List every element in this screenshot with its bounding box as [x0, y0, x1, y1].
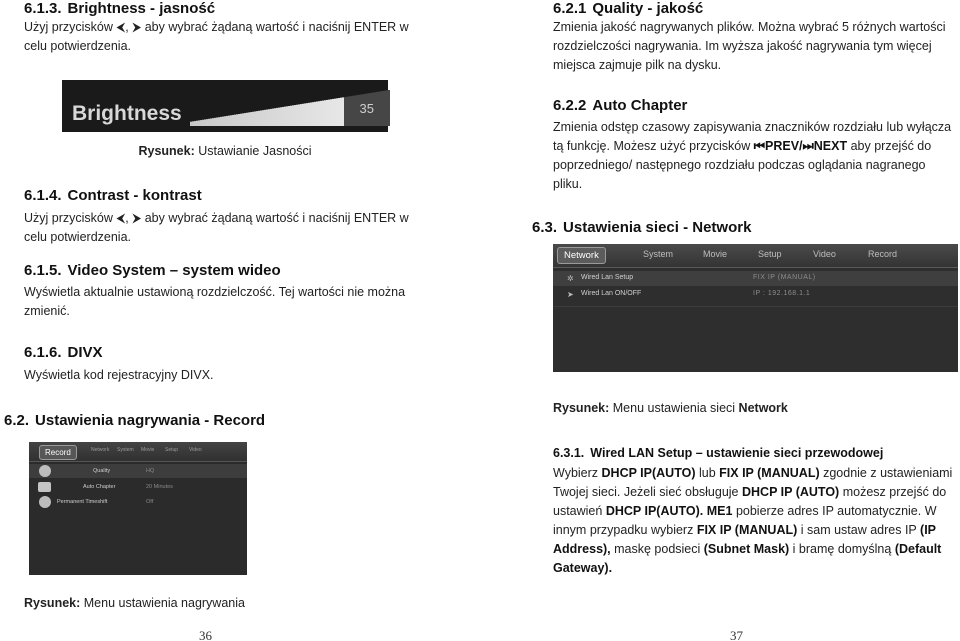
row-key: Quality — [93, 468, 111, 474]
chapter-icon — [38, 482, 51, 492]
brightness-caption — [62, 143, 388, 159]
brightness-ramp-segment — [268, 109, 270, 126]
body-text: i sam ustaw adres IP — [797, 523, 921, 537]
brightness-ramp-segment — [386, 90, 388, 126]
brightness-ramp-segment — [222, 117, 224, 126]
brightness-ramp-segment — [238, 114, 240, 126]
brightness-ramp-segment — [288, 106, 290, 126]
brightness-ramp-segment — [260, 110, 262, 126]
arrow-icon: ➤ — [567, 290, 574, 299]
brightness-ramp-segment — [354, 95, 356, 126]
heading-text: Video System – system wideo — [67, 262, 281, 279]
caption-label: Rysunek: — [553, 401, 610, 415]
section-heading-contrast — [24, 187, 424, 205]
record-menu-screenshot — [29, 442, 247, 575]
brightness-ramp-segment — [202, 120, 204, 126]
brightness-ramp-segment — [300, 104, 302, 126]
heading-number: 6.3.1. — [553, 446, 585, 460]
heading-number: 6.2. — [4, 412, 30, 429]
body-text: możesz przejść do ustawień — [553, 485, 947, 518]
brightness-ramp-segment — [294, 105, 296, 126]
brightness-label: Brightness — [72, 102, 182, 125]
heading-number: 6.1.4. — [24, 187, 62, 204]
heading-text: Brightness - jasność — [67, 0, 216, 17]
row-key: Auto Chapter — [83, 484, 116, 490]
auto-chapter-body — [553, 118, 958, 194]
body-text: Wybierz — [553, 466, 602, 480]
section-heading-quality — [553, 0, 953, 18]
section-heading-brightness — [24, 0, 424, 18]
brightness-ramp-segment — [224, 116, 226, 126]
section-heading-divx — [24, 344, 424, 362]
brightness-ramp-segment — [380, 91, 382, 126]
bold-term: (Subnet Mask) — [703, 542, 790, 556]
bold-term: FIX IP (MANUAL) — [719, 466, 820, 480]
record-row-timeshift — [29, 495, 247, 509]
brightness-ramp-segment — [278, 108, 280, 126]
caption-text: Menu ustawienia nagrywania — [83, 596, 245, 610]
brightness-ramp-segment — [228, 116, 230, 126]
brightness-ramp-segment — [194, 121, 196, 126]
contrast-body: Użyj przycisków ⮜, ⮞ aby wybrać żądaną wartość i naciśnij ENTER w celu potwierdzenia. — [24, 211, 409, 244]
heading-text: Quality - jakość — [592, 0, 704, 17]
brightness-ramp-segment — [274, 108, 276, 126]
brightness-ramp-segment — [272, 109, 274, 126]
caption-label: Rysunek: — [138, 144, 195, 158]
body-text: aby przejść do poprzedniego/ następnego rozdziału podczas oglądania nagranego pliku. — [553, 139, 932, 191]
bold-term: ME1 — [706, 504, 733, 518]
heading-text: Ustawienia nagrywania - Record — [35, 412, 266, 429]
brightness-slider-image — [62, 80, 388, 132]
brightness-ramp-segment — [318, 101, 320, 126]
heading-text: DIVX — [67, 344, 103, 361]
brightness-ramp-segment — [284, 107, 286, 126]
brightness-ramp-segment — [356, 95, 358, 126]
caption-label: Rysunek: — [24, 596, 81, 610]
section-heading-network — [532, 219, 952, 237]
brightness-ramp-segment — [230, 115, 232, 126]
brightness-ramp-segment — [256, 111, 258, 126]
section-heading-wired-lan — [553, 444, 958, 462]
brightness-ramp-segment — [332, 99, 334, 126]
brightness-ramp-segment — [338, 98, 340, 126]
brightness-ramp-segment — [320, 101, 322, 126]
row-value: IP : 192.168.1.1 — [753, 290, 811, 297]
row-value: Off — [146, 499, 154, 505]
brightness-ramp-segment — [190, 122, 192, 126]
tab-system: System — [643, 249, 674, 259]
section-heading-video-system — [24, 262, 424, 280]
brightness-ramp-segment — [218, 117, 220, 126]
row-value: 20 Minutes — [146, 484, 173, 490]
network-row-wired-lan-onoff — [553, 287, 958, 302]
heading-text: Ustawienia sieci - Network — [563, 219, 752, 236]
bold-term: DHCP IP(AUTO) — [601, 466, 696, 480]
brightness-ramp-segment — [262, 110, 264, 126]
brightness-ramp-segment — [306, 103, 308, 126]
brightness-ramp-segment — [264, 110, 266, 126]
brightness-ramp-segment — [250, 112, 252, 126]
brightness-ramp-segment — [342, 97, 344, 126]
brightness-ramp-segment — [246, 113, 248, 126]
gear-icon: ✲ — [567, 274, 574, 283]
page-number-left: 36 — [199, 628, 212, 641]
caption-network: Network — [738, 401, 788, 415]
brightness-ramp-segment — [376, 92, 378, 126]
brightness-ramp-segment — [286, 106, 288, 126]
tab-video: Video — [189, 447, 202, 453]
brightness-ramp-segment — [304, 103, 306, 126]
row-key: Wired Lan Setup — [581, 274, 634, 281]
record-caption — [24, 595, 424, 611]
body-text: maskę podsieci — [610, 542, 704, 556]
tab-system: System — [117, 447, 134, 453]
brightness-ramp-segment — [388, 90, 390, 126]
brightness-ramp-segment — [292, 105, 294, 126]
brightness-ramp-segment — [204, 119, 206, 126]
brightness-ramp-segment — [314, 102, 316, 126]
brightness-ramp-segment — [340, 98, 342, 126]
record-row-auto-chapter — [29, 480, 247, 494]
brightness-ramp-segment — [310, 102, 312, 126]
tab-network: Network — [91, 447, 110, 453]
brightness-value: 35 — [359, 101, 374, 116]
brightness-ramp-segment — [348, 96, 350, 126]
brightness-ramp-segment — [322, 101, 324, 126]
record-row-quality — [29, 464, 247, 478]
brightness-ramp-segment — [270, 109, 272, 126]
menu-divider — [553, 306, 958, 307]
body-text: lub — [695, 466, 720, 480]
brightness-ramp-segment — [220, 117, 222, 126]
row-value: HQ — [146, 468, 155, 474]
divx-body: Wyświetla kod rejestracyjny DIVX. — [24, 368, 214, 382]
bold-term: FIX IP (MANUAL) — [696, 523, 798, 537]
brightness-ramp-segment — [240, 114, 242, 126]
network-menu-tabbar — [553, 244, 958, 268]
row-key: Permanent Timeshift — [57, 499, 108, 505]
brightness-ramp-segment — [258, 111, 260, 126]
bold-term: DHCP IP(AUTO). — [605, 504, 704, 518]
brightness-ramp-segment — [296, 105, 298, 126]
tab-record: Record — [39, 445, 77, 460]
brightness-ramp-segment — [192, 121, 194, 126]
row-key: Wired Lan ON/OFF — [581, 290, 642, 297]
brightness-ramp-segment — [384, 91, 386, 126]
network-menu-screenshot — [553, 244, 958, 372]
heading-text: Auto Chapter — [592, 97, 688, 114]
brightness-ramp-segment — [198, 120, 200, 126]
heading-number: 6.1.3. — [24, 0, 62, 17]
brightness-ramp-segment — [208, 119, 210, 126]
bold-term: (Default Gateway). — [553, 542, 942, 575]
heading-number: 6.2.1 — [553, 0, 587, 17]
brightness-ramp-segment — [312, 102, 314, 126]
brightness-ramp-segment — [374, 92, 376, 126]
brightness-ramp-segment — [200, 120, 202, 126]
network-row-wired-lan-setup — [553, 271, 958, 286]
section-heading-auto-chapter — [553, 97, 953, 115]
section-heading-record — [4, 412, 424, 430]
heading-number: 6.3. — [532, 219, 558, 236]
brightness-ramp-segment — [254, 111, 256, 126]
brightness-ramp-segment — [382, 91, 384, 126]
tab-movie: Movie — [141, 447, 155, 453]
brightness-ramp-segment — [226, 116, 228, 126]
page-number-right: 37 — [730, 628, 743, 641]
brightness-ramp-segment — [378, 92, 380, 126]
network-caption — [553, 400, 958, 416]
brightness-ramp-segment — [336, 98, 338, 126]
brightness-ramp-segment — [344, 97, 346, 126]
wired-lan-body — [553, 464, 958, 578]
record-menu-tabbar — [29, 442, 247, 462]
brightness-ramp-segment — [350, 96, 352, 126]
brightness-ramp-segment — [266, 110, 268, 126]
brightness-ramp-segment — [252, 112, 254, 126]
heading-number: 6.2.2 — [553, 97, 587, 114]
brightness-ramp-segment — [248, 112, 250, 126]
bold-term: DHCP IP (AUTO) — [741, 485, 840, 499]
body-text: Zmienia odstęp czasowy zapisywania znaczników rozdziału lub wyłącza tą funkcję. Możesz użyć przycisków — [553, 120, 952, 153]
brightness-ramp-segment — [244, 113, 246, 126]
prev-next-keys: ⏮PREV/⏭NEXT — [753, 139, 848, 153]
timeshift-icon — [39, 496, 51, 508]
brightness-ramp-segment — [352, 96, 354, 126]
brightness-ramp-segment — [232, 115, 234, 126]
tab-network: Network — [557, 247, 606, 264]
tab-movie: Movie — [703, 249, 728, 259]
brightness-ramp-segment — [242, 113, 244, 126]
brightness-ramp-segment — [316, 102, 318, 126]
tab-video: Video — [813, 249, 836, 259]
video-system-body: Wyświetla aktualnie ustawioną rozdzielczość. Tej wartości nie można zmienić. — [24, 285, 406, 318]
brightness-ramp-segment — [206, 119, 208, 126]
brightness-ramp-segment — [196, 121, 198, 126]
heading-number: 6.1.5. — [24, 262, 62, 279]
tab-setup: Setup — [165, 447, 179, 453]
row-value: FIX IP (MANUAL) — [753, 274, 816, 281]
brightness-ramp-segment — [298, 104, 300, 126]
brightness-ramp-segment — [276, 108, 278, 126]
heading-text: Wired LAN Setup – ustawienie sieci przewodowej — [590, 446, 884, 460]
caption-text: Ustawianie Jasności — [198, 144, 312, 158]
body-text: pobierze adres IP automatycznie. W innym przypadku wybierz — [553, 504, 937, 537]
brightness-ramp-segment — [234, 115, 236, 126]
brightness-ramp-segment — [302, 104, 304, 126]
body-text: zgodnie z ustawieniami Twojej sieci. Jeżeli sieć obsługuje — [553, 466, 953, 499]
tab-setup: Setup — [758, 249, 782, 259]
brightness-ramp-segment — [216, 118, 218, 126]
body-text: i bramę domyślną — [789, 542, 895, 556]
brightness-ramp-segment — [282, 107, 284, 126]
heading-number: 6.1.6. — [24, 344, 62, 361]
quality-body: Zmienia jakość nagrywanych plików. Można wybrać 5 różnych wartości rozdzielczości nagrywania. Im wyższa jakość nagrywania tym więcej miejsca zajmuje pilk na dysku. — [553, 20, 946, 72]
bold-term: (IP Address), — [553, 523, 936, 556]
brightness-ramp-segment — [330, 99, 332, 126]
caption-text: Menu ustawienia sieci — [612, 401, 736, 415]
brightness-ramp-segment — [290, 106, 292, 126]
brightness-ramp-segment — [214, 118, 216, 126]
brightness-ramp-segment — [308, 103, 310, 126]
brightness-ramp-segment — [346, 97, 348, 126]
quality-icon — [39, 465, 51, 477]
brightness-ramp-segment — [212, 118, 214, 126]
brightness-ramp-segment — [326, 100, 328, 126]
tab-record: Record — [868, 249, 898, 259]
brightness-ramp-segment — [328, 100, 330, 126]
brightness-ramp-segment — [236, 114, 238, 126]
brightness-ramp-segment — [280, 107, 282, 126]
heading-text: Contrast - kontrast — [67, 187, 202, 204]
brightness-ramp-segment — [334, 99, 336, 126]
brightness-ramp-segment — [324, 100, 326, 126]
brightness-body: Użyj przycisków ⮜, ⮞ aby wybrać żądaną wartość i naciśnij ENTER w celu potwierdzenia. — [24, 20, 409, 53]
brightness-ramp-segment — [210, 118, 212, 126]
